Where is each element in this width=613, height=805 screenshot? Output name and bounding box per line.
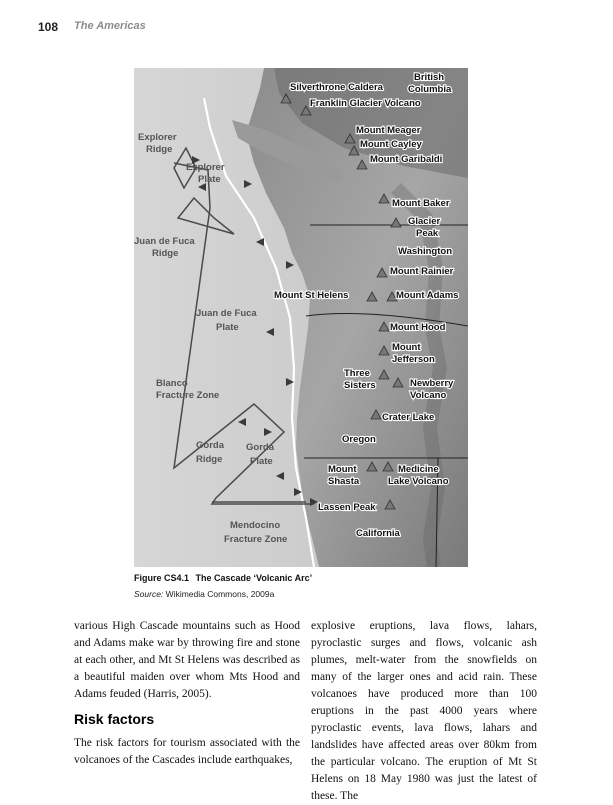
volcano-crater-lake: Crater Lake xyxy=(382,412,435,423)
gorda-ridge-line1: Gorda xyxy=(196,440,224,451)
figure-source xyxy=(134,589,274,599)
juan-de-fuca-plate-line2: Plate xyxy=(216,322,239,333)
volcano-glacier-peak-line2: Peak xyxy=(416,228,439,239)
volcano-jefferson-line2: Jefferson xyxy=(392,354,435,365)
source-label: Source: xyxy=(134,589,164,599)
left-paragraph-2: The risk factors for tourism associated with the volcanoes of the Cascades include earthquakes, xyxy=(74,737,300,766)
explorer-ridge-line2: Ridge xyxy=(146,144,173,155)
volcano-shasta-line2: Shasta xyxy=(328,476,360,487)
gorda-plate-line1: Gorda xyxy=(246,442,274,453)
volcano-glacier-peak-line1: Glacier xyxy=(408,216,441,227)
volcano-silverthrone: Silverthrone Caldera xyxy=(290,82,383,93)
right-paragraph: explosive eruptions, lava flows, lahars, pyroclastic surges and flows, volcanic ash plumes, melt-water from the snowfields on many of the larger ones and acid rain. These volcanoes have produced more than 100 eruptions in the past 4000 years where pyroclastic events, lava flows, lahars and landslides have affected areas over 80km from the particular volcano. The eruption of Mt St Helens on 18 May 1980 was just the latest of these. The xyxy=(311,620,537,802)
page-header xyxy=(38,20,146,34)
volcano-adams: Mount Adams xyxy=(396,290,459,301)
region-british-line2: Columbia xyxy=(408,84,452,95)
volcano-three-sisters-line1: Three xyxy=(344,368,370,379)
explorer-plate-line1: Explorer xyxy=(186,162,225,173)
volcano-garibaldi: Mount Garibaldi xyxy=(370,154,443,165)
volcano-newberry-line2: Volcano xyxy=(410,390,447,401)
blanco-fracture-zone-line2: Fracture Zone xyxy=(156,390,220,401)
volcano-st-helens: Mount St Helens xyxy=(274,290,349,301)
volcano-cayley: Mount Cayley xyxy=(360,139,422,150)
volcano-medicine-lake-line1: Medicine xyxy=(398,464,439,475)
region-california: California xyxy=(356,528,400,539)
volcano-hood: Mount Hood xyxy=(390,322,446,333)
juan-de-fuca-plate-line1: Juan de Fuca xyxy=(196,308,257,319)
cascade-map-figure xyxy=(134,68,468,567)
caption-text: The Cascade ‘Volcanic Arc’ xyxy=(195,573,313,583)
volcano-medicine-lake-line2: Lake Volcano xyxy=(388,476,449,487)
volcano-newberry-line1: Newberry xyxy=(410,378,454,389)
left-paragraph: various High Cascade mountains such as Hood and Adams make war by throwing fire and stone at each other, and Mt St Helens was described as a beautiful maiden over whom Mts Hood and Adams feuded (Harris, 2005). xyxy=(74,620,300,700)
explorer-plate-line2: Plate xyxy=(198,174,221,185)
region-british-line1: British xyxy=(414,72,445,83)
volcano-lassen-peak: Lassen Peak xyxy=(318,502,376,513)
mendocino-fracture-zone-line1: Mendocino xyxy=(230,520,281,531)
page-number: 108 xyxy=(38,20,59,34)
volcano-franklin-glacier: Franklin Glacier Volcano xyxy=(310,98,421,109)
volcano-meager: Mount Meager xyxy=(356,125,421,136)
figure-caption xyxy=(134,573,312,583)
right-column xyxy=(311,618,537,805)
volcano-three-sisters-line2: Sisters xyxy=(344,380,376,391)
region-washington: Washington xyxy=(398,246,452,257)
volcano-rainier: Mount Rainier xyxy=(390,266,454,277)
mendocino-fracture-zone-line2: Fracture Zone xyxy=(224,534,288,545)
gorda-ridge-line2: Ridge xyxy=(196,454,223,465)
running-title: The Americas xyxy=(74,20,146,32)
region-oregon: Oregon xyxy=(342,434,376,445)
volcano-shasta-line1: Mount xyxy=(328,464,357,475)
left-column xyxy=(74,618,300,769)
volcano-baker: Mount Baker xyxy=(392,198,450,209)
cascade-map xyxy=(134,68,468,567)
juan-de-fuca-ridge-line2: Ridge xyxy=(152,248,179,259)
blanco-fracture-zone-line1: Blanco xyxy=(156,378,188,389)
juan-de-fuca-ridge-line1: Juan de Fuca xyxy=(134,236,195,247)
explorer-ridge-line1: Explorer xyxy=(138,132,177,143)
section-heading: Risk factors xyxy=(74,711,155,727)
gorda-plate-line2: Plate xyxy=(250,456,273,467)
source-text: Wikimedia Commons, 2009a xyxy=(165,589,275,599)
volcano-jefferson-line1: Mount xyxy=(392,342,421,353)
caption-number: Figure CS4.1 xyxy=(134,573,190,583)
